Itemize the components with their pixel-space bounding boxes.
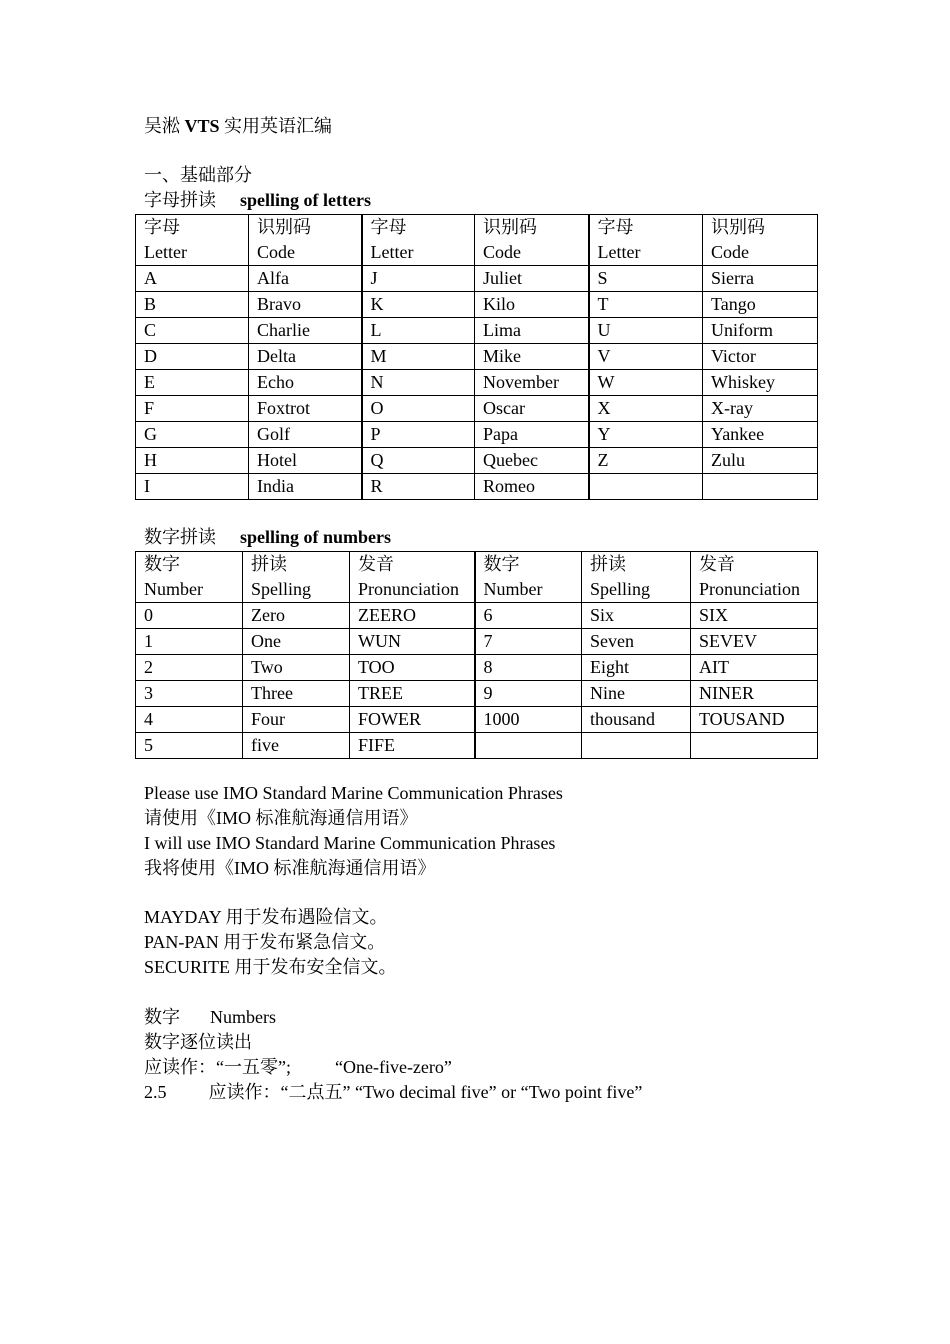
table-row xyxy=(136,266,818,292)
numbers-caption-en: spelling of numbers xyxy=(240,527,392,547)
table-cell: Mike xyxy=(475,344,589,370)
table-header-row xyxy=(136,552,818,603)
header-en: Letter xyxy=(597,242,641,262)
table-cell: Two xyxy=(243,655,350,681)
header-cn: 发音 xyxy=(358,554,394,574)
table-cell: I xyxy=(136,474,249,500)
table-cell: E xyxy=(136,370,249,396)
table-cell: M xyxy=(362,344,475,370)
table-cell: five xyxy=(243,733,350,759)
table-cell: 2 xyxy=(136,655,243,681)
header-en: Pronunciation xyxy=(699,579,800,599)
table-row xyxy=(136,733,818,759)
header-en: Letter xyxy=(144,242,187,262)
table-cell: 8 xyxy=(475,655,582,681)
table-cell: R xyxy=(362,474,475,500)
table-cell: FIFE xyxy=(350,733,475,759)
header-en: Number xyxy=(483,579,543,599)
table-cell: 9 xyxy=(475,681,582,707)
phrase-line: Please use IMO Standard Marine Communication Phrases xyxy=(144,783,563,803)
table-cell: Tango xyxy=(703,292,818,318)
table-cell: Juliet xyxy=(475,266,589,292)
table-cell: Q xyxy=(362,448,475,474)
table-cell: Zulu xyxy=(703,448,818,474)
header-cn: 识别码 xyxy=(257,217,311,237)
example-1-en: “One-five-zero” xyxy=(334,1057,452,1077)
table-cell: 4 xyxy=(136,707,243,733)
table-header-cell xyxy=(243,552,350,603)
example-2-text: 应读作：“二点五” “Two decimal five” or “Two point five” xyxy=(208,1082,643,1102)
table-row xyxy=(136,292,818,318)
table-header-cell xyxy=(691,552,818,603)
table-cell xyxy=(703,474,818,500)
table-row xyxy=(136,396,818,422)
numbers-rule: 数字逐位读出 xyxy=(144,1032,252,1052)
table-cell: W xyxy=(589,370,703,396)
table-header-cell xyxy=(362,215,475,266)
table-header-cell xyxy=(589,215,703,266)
letters-caption xyxy=(144,188,371,212)
title-suffix: 实用英语汇编 xyxy=(224,116,333,136)
table-row xyxy=(136,370,818,396)
table-cell: ZEERO xyxy=(350,603,475,629)
table-row xyxy=(136,448,818,474)
table-cell: SEVEV xyxy=(691,629,818,655)
table-header-cell xyxy=(136,215,249,266)
title-bold: VTS xyxy=(184,116,220,136)
table-cell xyxy=(475,733,582,759)
header-cn: 数字 xyxy=(144,554,180,574)
table-cell: 1 xyxy=(136,629,243,655)
table-cell: Papa xyxy=(475,422,589,448)
table-cell: 3 xyxy=(136,681,243,707)
table-cell: AIT xyxy=(691,655,818,681)
table-cell: V xyxy=(589,344,703,370)
table-cell: Nine xyxy=(582,681,691,707)
header-en: Code xyxy=(483,242,521,262)
section-heading: 一、基础部分 xyxy=(144,165,252,185)
table-cell: Eight xyxy=(582,655,691,681)
example-1-cn: 应读作：“一五零”; xyxy=(144,1057,291,1077)
table-cell: TOO xyxy=(350,655,475,681)
table-cell: P xyxy=(362,422,475,448)
header-en: Spelling xyxy=(251,579,312,599)
header-en: Letter xyxy=(370,242,414,262)
table-cell: D xyxy=(136,344,249,370)
table-header-cell xyxy=(475,552,582,603)
header-cn: 字母 xyxy=(597,217,634,237)
table-cell: WUN xyxy=(350,629,475,655)
table-cell: Kilo xyxy=(475,292,589,318)
numbers-heading-cn: 数字 xyxy=(144,1007,180,1027)
table-row xyxy=(136,344,818,370)
table-cell: Golf xyxy=(249,422,362,448)
document-title xyxy=(144,114,332,138)
table-row xyxy=(136,422,818,448)
table-cell: A xyxy=(136,266,249,292)
table-cell: 5 xyxy=(136,733,243,759)
table-row xyxy=(136,681,818,707)
header-cn: 识别码 xyxy=(483,217,537,237)
table-cell: 7 xyxy=(475,629,582,655)
table-cell: Seven xyxy=(582,629,691,655)
table-cell: Three xyxy=(243,681,350,707)
table-cell: Whiskey xyxy=(703,370,818,396)
header-cn: 发音 xyxy=(699,554,735,574)
table-header-cell xyxy=(136,552,243,603)
table-cell: N xyxy=(362,370,475,396)
table-cell: Delta xyxy=(249,344,362,370)
table-cell: Echo xyxy=(249,370,362,396)
phrase-line: 我将使用《IMO 标准航海通信用语》 xyxy=(144,858,436,878)
table-cell: F xyxy=(136,396,249,422)
table-cell: G xyxy=(136,422,249,448)
table-cell: TREE xyxy=(350,681,475,707)
table-cell: C xyxy=(136,318,249,344)
numbers-example-1 xyxy=(144,1055,452,1079)
header-cn: 字母 xyxy=(144,217,180,237)
table-cell: Alfa xyxy=(249,266,362,292)
table-row xyxy=(136,474,818,500)
header-cn: 识别码 xyxy=(711,217,765,237)
signal-line: PAN-PAN 用于发布紧急信文。 xyxy=(144,932,386,952)
table-cell: Six xyxy=(582,603,691,629)
table-cell: 6 xyxy=(475,603,582,629)
table-cell: Oscar xyxy=(475,396,589,422)
letters-caption-en: spelling of letters xyxy=(240,190,371,210)
header-cn: 数字 xyxy=(483,554,520,574)
table-cell: Y xyxy=(589,422,703,448)
table-cell: SIX xyxy=(691,603,818,629)
table-cell: H xyxy=(136,448,249,474)
table-cell: Zero xyxy=(243,603,350,629)
table-header-cell xyxy=(350,552,475,603)
signal-line: MAYDAY 用于发布遇险信文。 xyxy=(144,907,388,927)
table-cell: K xyxy=(362,292,475,318)
header-cn: 拼读 xyxy=(251,554,287,574)
table-header-cell xyxy=(249,215,362,266)
numbers-caption-cn: 数字拼读 xyxy=(144,527,216,547)
table-cell xyxy=(691,733,818,759)
table-header-cell xyxy=(582,552,691,603)
title-prefix: 吴淞 xyxy=(144,116,180,136)
table-cell: Z xyxy=(589,448,703,474)
table-cell: 0 xyxy=(136,603,243,629)
numbers-heading-en: Numbers xyxy=(210,1007,276,1027)
table-cell: U xyxy=(589,318,703,344)
table-row xyxy=(136,707,818,733)
letters-caption-cn: 字母拼读 xyxy=(144,190,216,210)
header-en: Code xyxy=(257,242,295,262)
table-cell: Hotel xyxy=(249,448,362,474)
header-cn: 字母 xyxy=(370,217,407,237)
table-cell: Quebec xyxy=(475,448,589,474)
header-en: Spelling xyxy=(590,579,651,599)
table-row xyxy=(136,603,818,629)
table-cell: X xyxy=(589,396,703,422)
table-row xyxy=(136,318,818,344)
table-cell: Bravo xyxy=(249,292,362,318)
table-cell: TOUSAND xyxy=(691,707,818,733)
table-cell: O xyxy=(362,396,475,422)
table-cell: T xyxy=(589,292,703,318)
table-cell: Charlie xyxy=(249,318,362,344)
phrase-line: I will use IMO Standard Marine Communication Phrases xyxy=(144,833,556,853)
table-cell: Foxtrot xyxy=(249,396,362,422)
table-cell: X-ray xyxy=(703,396,818,422)
numbers-heading xyxy=(144,1005,276,1029)
table-cell: Sierra xyxy=(703,266,818,292)
table-cell: S xyxy=(589,266,703,292)
table-cell: Romeo xyxy=(475,474,589,500)
table-cell: thousand xyxy=(582,707,691,733)
table-cell: B xyxy=(136,292,249,318)
table-header-row xyxy=(136,215,818,266)
header-cn: 拼读 xyxy=(590,554,626,574)
table-cell xyxy=(589,474,703,500)
table-cell: One xyxy=(243,629,350,655)
table-row xyxy=(136,629,818,655)
table-header-cell xyxy=(703,215,818,266)
table-cell: Victor xyxy=(703,344,818,370)
table-row xyxy=(136,655,818,681)
table-cell: J xyxy=(362,266,475,292)
phrase-line: 请使用《IMO 标准航海通信用语》 xyxy=(144,808,418,828)
table-cell: Four xyxy=(243,707,350,733)
table-cell: Yankee xyxy=(703,422,818,448)
example-2-num: 2.5 xyxy=(144,1082,167,1102)
table-cell: India xyxy=(249,474,362,500)
table-cell: Lima xyxy=(475,318,589,344)
numbers-caption xyxy=(144,525,391,549)
table-header-cell xyxy=(475,215,589,266)
table-cell: November xyxy=(475,370,589,396)
signal-line: SECURITE 用于发布安全信文。 xyxy=(144,957,397,977)
table-cell xyxy=(582,733,691,759)
table-cell: 1000 xyxy=(475,707,582,733)
table-cell: NINER xyxy=(691,681,818,707)
table-cell: L xyxy=(362,318,475,344)
table-cell: FOWER xyxy=(350,707,475,733)
numbers-example-2 xyxy=(144,1080,642,1104)
numbers-table xyxy=(135,551,818,759)
table-cell: Uniform xyxy=(703,318,818,344)
header-en: Pronunciation xyxy=(358,579,459,599)
header-en: Code xyxy=(711,242,749,262)
letters-table xyxy=(135,214,818,500)
header-en: Number xyxy=(144,579,203,599)
